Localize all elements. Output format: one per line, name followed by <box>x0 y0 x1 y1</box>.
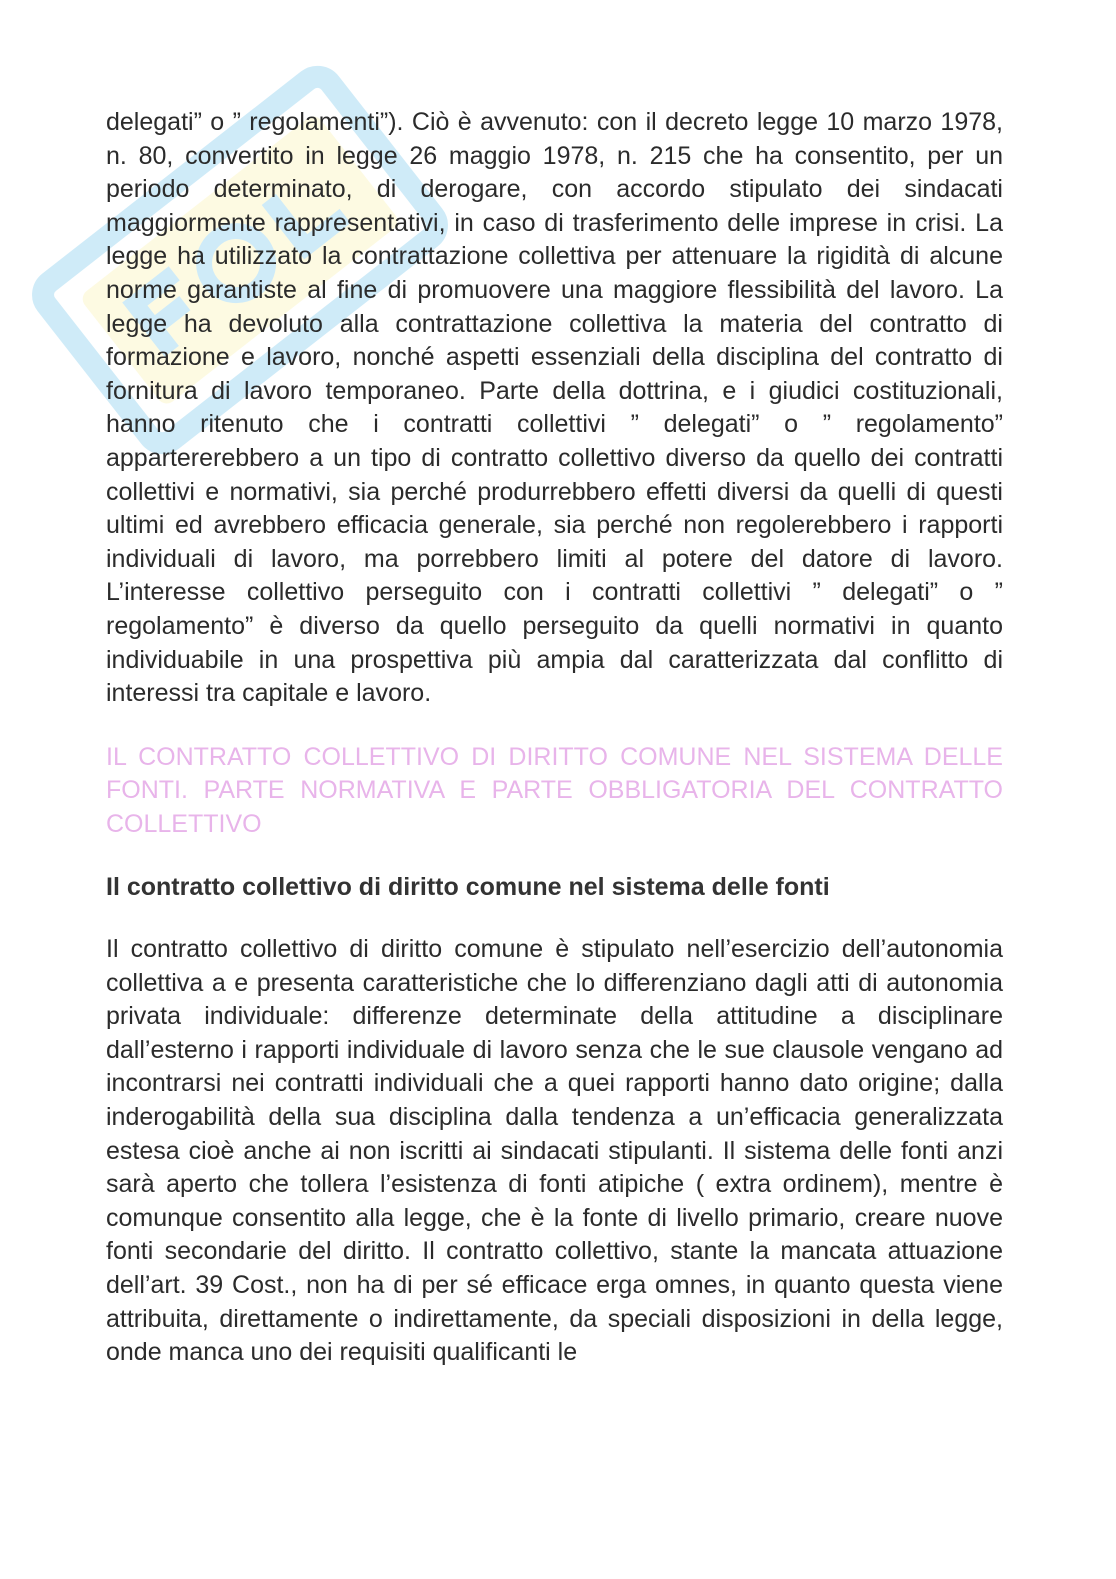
section-heading: IL CONTRATTO COLLETTIVO DI DIRITTO COMUNE NEL SISTEMA DELLE FONTI. PARTE NORMATIVA E PARTE OBBLIGATORIA DEL CONTRATTO COLLETTIVO <box>106 742 1003 838</box>
subheading: Il contratto collettivo di diritto comune nel sistema delle fonti <box>106 873 830 902</box>
body-paragraph-2: Il contratto collettivo di diritto comune è stipulato nell’esercizio dell’autonomia collettiva a e presenta caratteristiche che lo differenziano dagli atti di autonomia privata individuale: differenze determinate della attitudine a disciplinare dall’esterno i rapporti individuale di lavoro senza che le sue clausole vengano ad incontrarsi nei contratti individuali che a quei rapporti hanno dato origine; dalla inderogabilità della sua disciplina dalla tendenza a un’efficacia generalizzata estesa cioè anche ai non iscritti ai sindacati stipulanti. Il sistema delle fonti anzi sarà aperto che tollera l’esistenza di fonti atipiche ( extra ordinem), mentre è comunque consentito alla legge, che è la fonte di livello primario, creare nuove fonti secondarie del diritto. Il contratto collettivo, stante la mancata attuazione dell’art. 39 Cost., non ha di per sé efficace erga omnes, in quanto questa viene attribuita, direttamente o indirettamente, da speciali disposizioni in della legge, onde manca uno dei requisiti qualificanti le <box>106 935 1003 1367</box>
body-paragraph-1: delegati” o ” regolamenti”). Ciò è avvenuto: con il decreto legge 10 marzo 1978, n. 80, convertito in legge 26 maggio 1978, n. 215 che ha consentito, per un periodo determinato, di derogare, con accordo stipulato dei sindacati maggiormente rappresentativi, in caso di trasferimento delle imprese in crisi. La legge ha utilizzato la contrattazione collettiva per attenuare la rigidità di alcune norme garantiste al fine di promuovere una maggiore flessibilità del lavoro. La legge ha devoluto alla contrattazione collettiva la materia del contratto di formazione e lavoro, nonché aspetti essenziali della disciplina del contratto di fornitura di lavoro temporaneo. Parte della dottrina, e i giudici costituzionali, hanno ritenuto che i contratti collettivi ” delegati” o ” regolamento” appartererebbero a un tipo di contratto collettivo diverso da quello dei contratti collettivi e normativi, sia perché produrrebbero effetti diversi da quelli di questi ultimi ed avrebbero efficacia generale, sia perché non regolerebbero i rapporti individuali di lavoro, ma porrebbero limiti al potere del datore di lavoro. L’interesse collettivo perseguito con i contratti collettivi ” delegati” o ” regolamento” è diverso da quello perseguito da quelli normativi in quanto individuabile in una prospettiva più ampia dal caratterizzata dal conflitto di interessi tra capitale e lavoro. <box>106 108 1003 708</box>
document-page <box>106 106 1003 1370</box>
